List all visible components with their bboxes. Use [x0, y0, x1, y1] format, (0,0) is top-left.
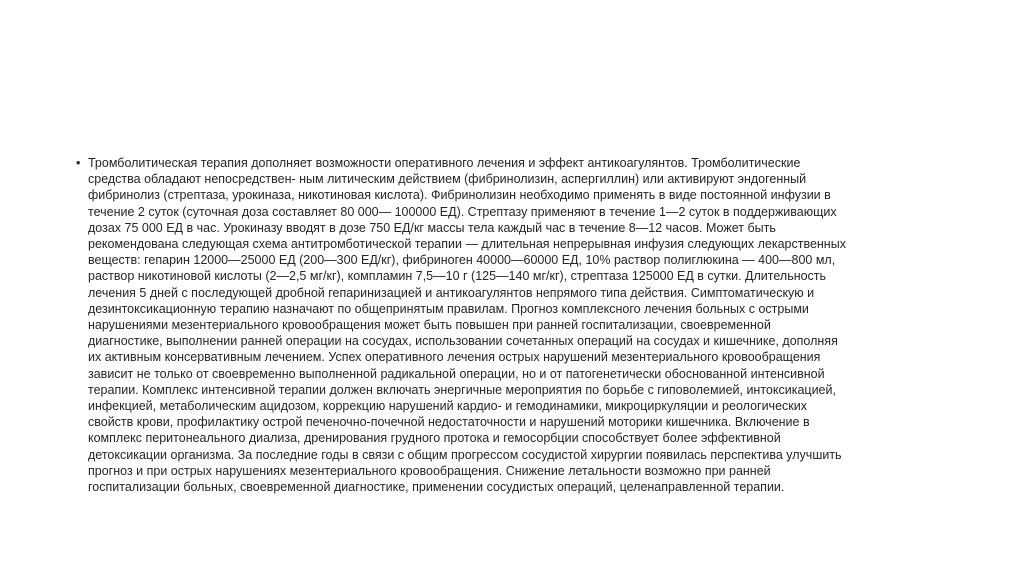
text-line: Тромболитическая терапия дополняет возможности оперативного лечения и эффект антикоагулянтов. Тромболитические: [88, 156, 801, 170]
text-line: течение 2 суток (суточная доза составляет 80 000— 100000 ЕД). Стрептазу применяют в течение 1—2 суток в поддерживающих: [88, 204, 837, 219]
text-line: дезинтоксикационную терапию назначают по общепринятым правилам. Прогноз комплексного лечения больных с острыми: [88, 301, 809, 316]
text-line: госпитализации больных, своевременной диагностике, применении сосудистых операций, целенаправленной терапии.: [88, 480, 785, 495]
paragraph-text: [88, 155, 846, 495]
text-line: зависит не только от своевременно выполненной радикальной операции, но и от патогенетически обоснованной интенсивной: [88, 366, 825, 381]
text-line: рекомендована следующая схема антитромботической терапии — длительная непрерывная инфузия следующих лекарственных: [88, 237, 846, 252]
text-line: веществ: гепарин 12000—25000 ЕД (200—300 ЕД/кг), фибриноген 40000—60000 ЕД, 10% раствор полиглюкина — 400—800 мл,: [88, 253, 836, 268]
text-line: дозах 75 000 ЕД в час. Урокиназу вводят в дозе 750 ЕД/кг массы тела каждый час в течение 8—12 часов. Может быть: [88, 220, 776, 235]
text-line: фибринолиз (стрептаза, урокиназа, никотиновая кислота). Фибринолизин необходимо применять в виде постоянной инфузии в: [88, 188, 831, 203]
text-line: прогноз и при острых нарушениях мезентериального кровообращения. Снижение летальности возможно при ранней: [88, 463, 771, 478]
bullet-paragraph: [76, 155, 936, 495]
text-line: терапии. Комплекс интенсивной терапии должен включать энергичные мероприятия по борьбе с гиповолемией, интоксикацией,: [88, 382, 836, 397]
text-line: лечения 5 дней с последующей дробной гепаринизацией и антикоагулянтов непрямого типа действия. Симптоматическую и: [88, 285, 815, 300]
text-line: детоксикации организма. За последние годы в связи с общим прогрессом сосудистой хирургии появилась перспектива улучшить: [88, 447, 842, 462]
text-line: средства обладают непосредствен- ным литическим действием (фибринолизин, аспергиллин) или активируют эндогенный: [88, 172, 807, 187]
text-line: комплекс перитонеального диализа, дренирования грудного протока и гемосорбции способствует более эффективной: [88, 431, 781, 446]
text-line: нарушениями мезентериального кровообращения может быть повышен при ранней госпитализации, своевременной: [88, 318, 771, 333]
text-line: диагностике, выполнении ранней операции на сосудах, использовании сочетанных операций на сосудах и кишечнике, дополняя: [88, 334, 838, 349]
text-line: инфекцией, метаболическим ацидозом, коррекцию нарушений кардио- и гемодинамики, микроциркуляции и реологических: [88, 399, 807, 414]
text-line: их активным консервативным лечением. Успех оперативного лечения острых нарушений мезентериального кровообращения: [88, 350, 821, 365]
text-line: свойств крови, профилактику острой печеночно-почечной недостаточности и нарушений моторики кишечника. Включение в: [88, 415, 810, 430]
text-line: раствор никотиновой кислоты (2—2,5 мг/кг), компламин 7,5—10 г (125—140 мг/кг), стрептаза 125000 ЕД в сутки. Длительность: [88, 269, 827, 284]
bullet-marker: •: [76, 156, 81, 170]
